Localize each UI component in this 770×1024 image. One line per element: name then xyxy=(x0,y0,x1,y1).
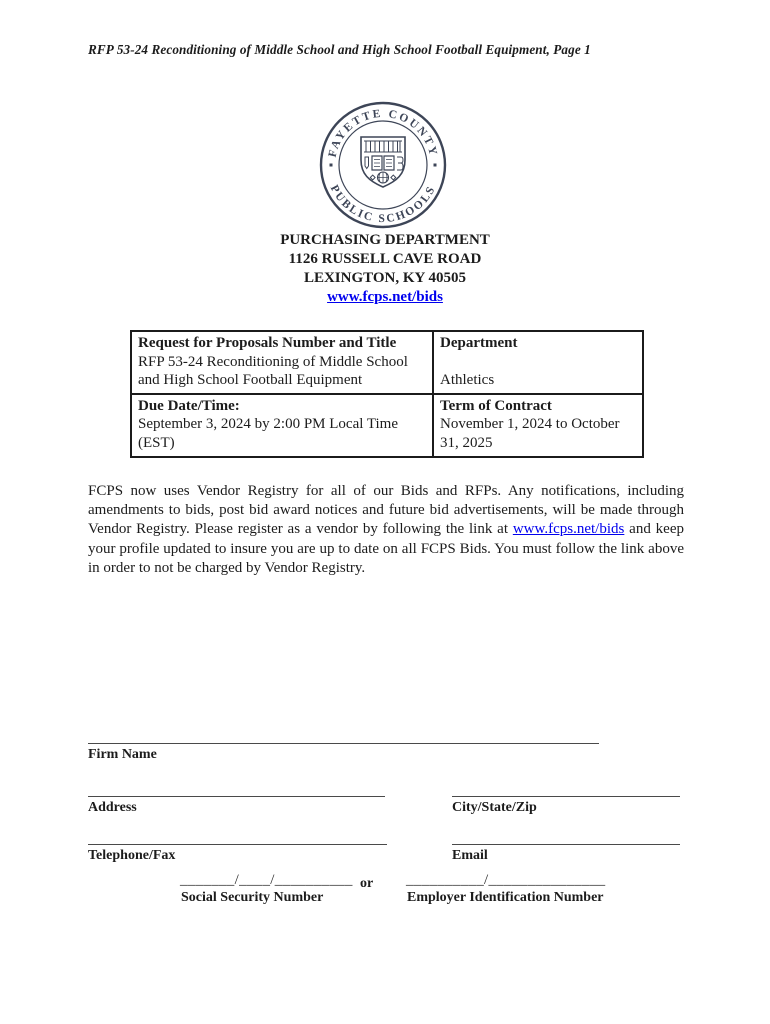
vendor-registry-notice xyxy=(88,482,684,578)
seal-icon xyxy=(318,100,448,230)
table-row xyxy=(131,331,643,394)
seal-right-tick xyxy=(434,164,437,167)
email-blank-line[interactable] xyxy=(452,844,680,845)
rfp-info-table xyxy=(130,330,644,458)
pencil-glyph xyxy=(365,157,369,169)
department-name: PURCHASING DEPARTMENT xyxy=(280,232,490,248)
svg-text:PUBLIC SCHOOLS xyxy=(328,183,439,225)
due-date-header: Due Date/Time: xyxy=(138,397,240,414)
notice-text-part1: FCPS now uses Vendor Registry for all of our Bids and RFPs. Any notifications, including amendments to bids, post bid award notices and future bid advertisements, will be made through Vendor Registry. Please register as a vendor by following the link at xyxy=(88,483,684,538)
or-label: or xyxy=(360,876,374,891)
rfp-number-title-header: Request for Proposals Number and Title xyxy=(138,335,397,351)
rfp-number-title-value: RFP 53-24 Reconditioning of Middle School and High School Football Equipment xyxy=(138,353,408,389)
notice-text-part2: and keep your profile updated to insure you are up to date on all FCPS Bids. You must follow the link above in order to not be charged by Vendor Registry. xyxy=(88,521,684,576)
telephone-fax-label: Telephone/Fax xyxy=(88,848,176,863)
address-blank-line[interactable] xyxy=(88,796,385,797)
city-state-zip: LEXINGTON, KY 40505 xyxy=(303,270,467,286)
fcps-bids-link[interactable]: www.fcps.net/bids xyxy=(327,289,443,305)
ein-label: Employer Identification Number xyxy=(407,890,604,905)
page-header: RFP 53-24 Reconditioning of Middle School and High School Football Equipment, Page 1 xyxy=(88,42,591,57)
department-header: Department xyxy=(440,335,518,351)
svg-text:FAYETTE COUNTY xyxy=(327,108,440,159)
telephone-fax-blank-line[interactable] xyxy=(88,844,387,845)
seal-top-text: FAYETTE COUNTY xyxy=(326,107,440,159)
ssn-label: Social Security Number xyxy=(181,890,324,905)
address-label: Address xyxy=(88,800,137,815)
street-address: 1126 RUSSELL CAVE ROAD xyxy=(288,251,482,267)
firm-name-label: Firm Name xyxy=(88,747,157,762)
numeral-3-glyph xyxy=(397,157,403,170)
city-state-zip-label: City/State/Zip xyxy=(452,800,537,815)
firm-name-blank-line[interactable] xyxy=(88,743,599,744)
email-label: Email xyxy=(452,848,488,863)
due-date-value: September 3, 2024 by 2:00 PM Local Time (EST) xyxy=(138,416,398,451)
ssn-blank-line[interactable]: _______/____/__________ xyxy=(180,872,353,888)
department-value: Athletics xyxy=(440,372,495,389)
term-of-contract-value: November 1, 2024 to October 31, 2025 xyxy=(440,416,620,451)
seal-left-tick xyxy=(330,164,333,167)
address-block xyxy=(0,231,770,307)
seal-bottom-text: PUBLIC SCHOOLS xyxy=(327,183,439,226)
district-seal-logo xyxy=(318,100,448,230)
table-row xyxy=(131,394,643,457)
fcps-bids-inline-link[interactable]: www.fcps.net/bids xyxy=(512,521,625,538)
ein-blank-line[interactable]: __________/_______________ xyxy=(406,872,606,888)
term-of-contract-header: Term of Contract xyxy=(440,397,552,414)
city-state-zip-blank-line[interactable] xyxy=(452,796,680,797)
